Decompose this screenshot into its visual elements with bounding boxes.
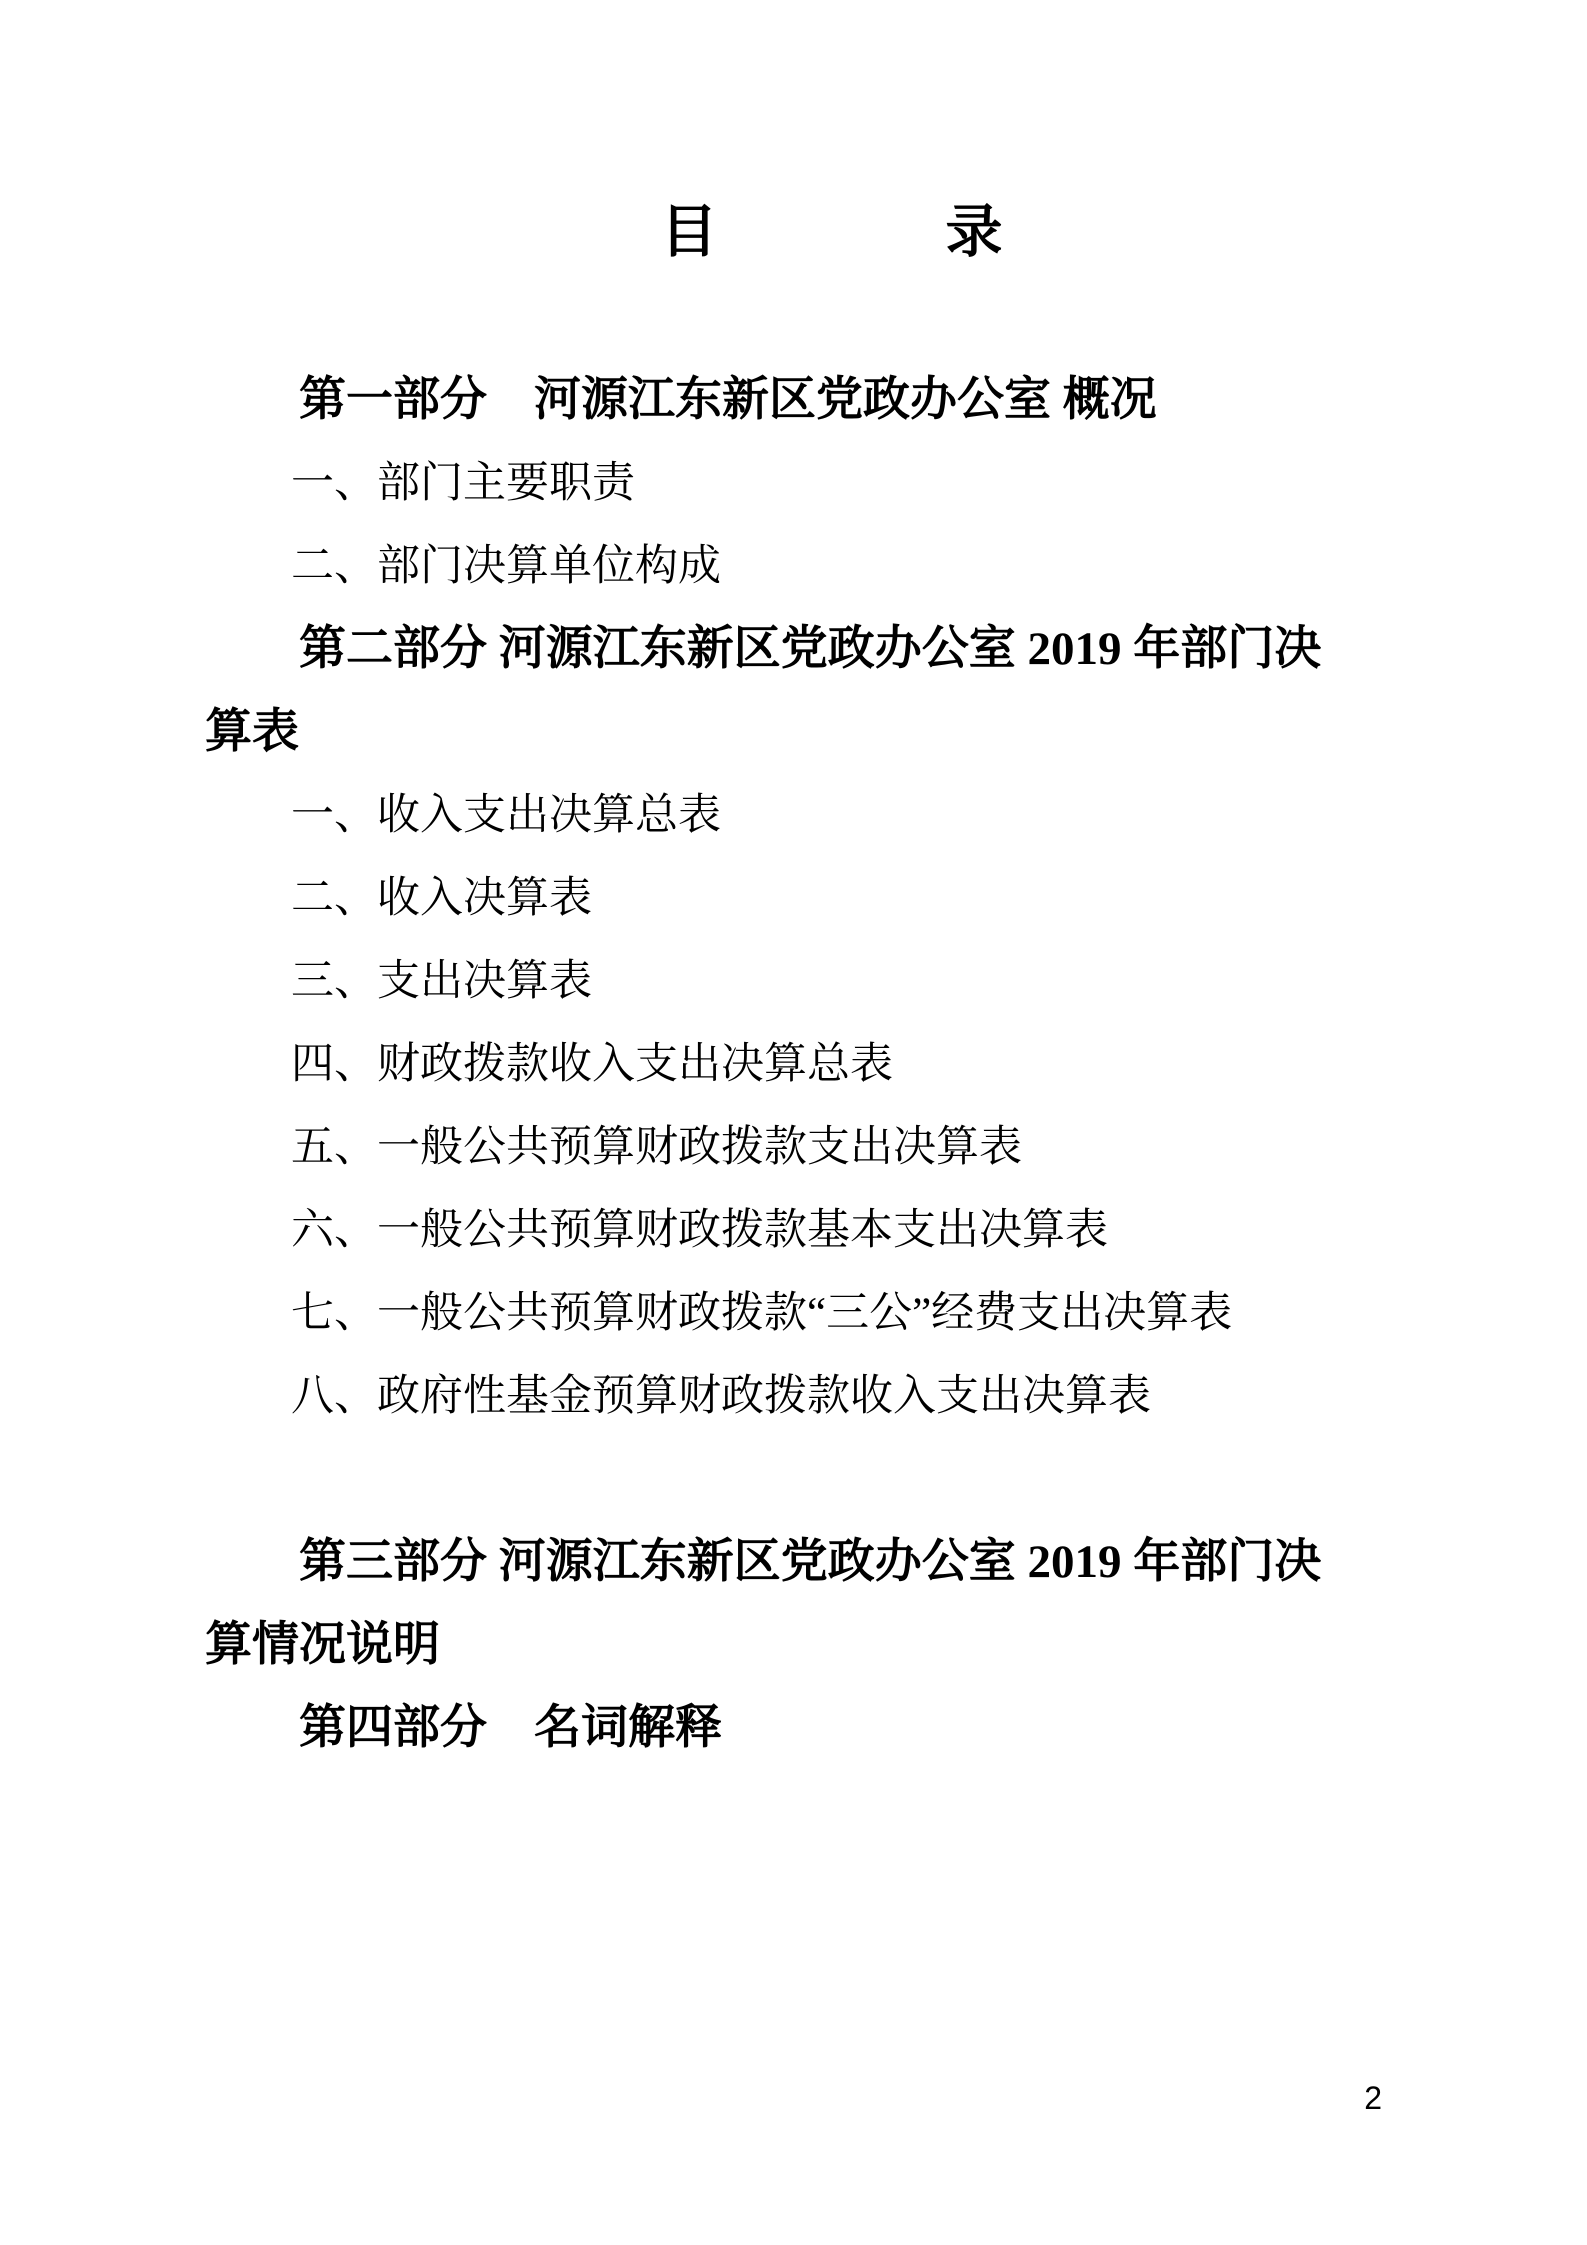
- toc-item-part2-8: 八、政府性基金预算财政拨款收入支出决算表: [291, 1373, 1151, 1420]
- toc-item-part2-1: 一、收入支出决算总表: [291, 792, 721, 839]
- part3-heading-line1: 第三部分 河源江东新区党政办公室 2019 年部门决: [299, 1536, 1322, 1588]
- part4-heading: 第四部分 名词解释: [299, 1702, 722, 1754]
- toc-item-part1-1: 一、部门主要职责: [291, 460, 635, 507]
- part2-heading-line2: 算表: [205, 706, 299, 758]
- page-title: 目 录: [660, 201, 1003, 264]
- toc-item-part2-5: 五、一般公共预算财政拨款支出决算表: [291, 1124, 1022, 1171]
- toc-item-part1-2: 二、部门决算单位构成: [291, 543, 721, 590]
- part3-heading-line2: 算情况说明: [205, 1619, 440, 1671]
- toc-item-part2-4: 四、财政拨款收入支出决算总表: [291, 1041, 893, 1088]
- toc-item-part2-6: 六、一般公共预算财政拨款基本支出决算表: [291, 1207, 1108, 1254]
- toc-item-part2-3: 三、支出决算表: [291, 958, 592, 1005]
- toc-item-part2-2: 二、收入决算表: [291, 875, 592, 922]
- page-number: 2: [1364, 2080, 1382, 2116]
- toc-item-part2-7: 七、一般公共预算财政拨款“三公”经费支出决算表: [291, 1290, 1233, 1337]
- part2-heading-line1: 第二部分 河源江东新区党政办公室 2019 年部门决: [299, 623, 1322, 675]
- part1-heading: 第一部分 河源江东新区党政办公室 概况: [299, 374, 1157, 426]
